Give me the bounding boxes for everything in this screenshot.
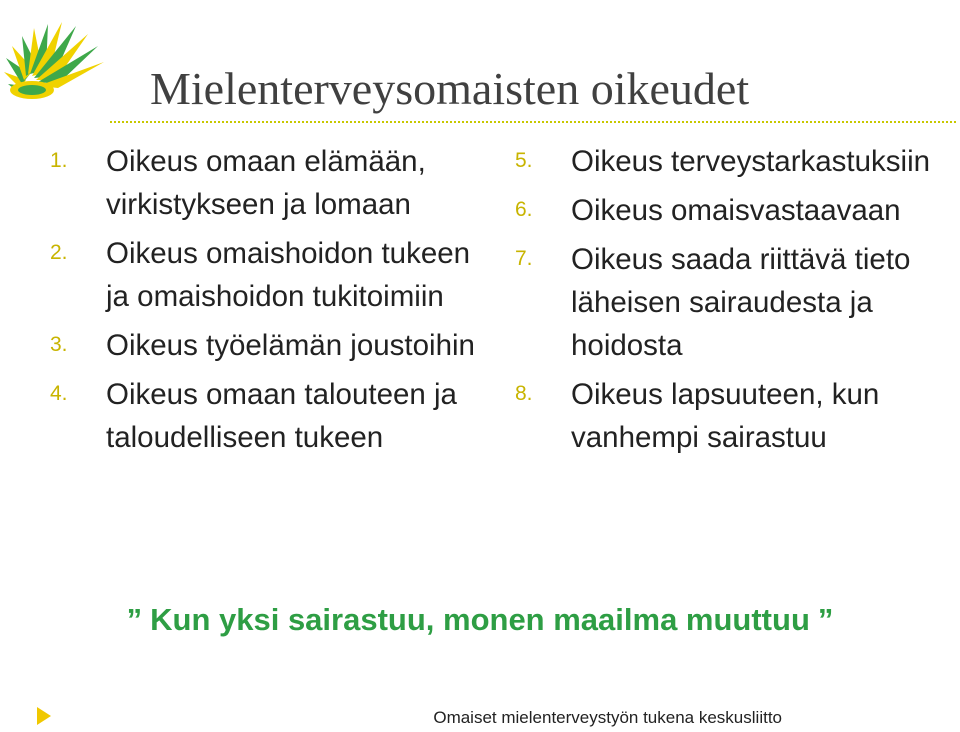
rights-list-left [50,140,480,465]
item-number: 6. [515,198,533,221]
list-item [50,324,480,367]
item-number: 3. [50,333,68,356]
slogan-close-quote: ” [817,602,834,637]
item-number: 4. [50,382,68,405]
item-text: Oikeus omaan elämään, virkistykseen ja lomaan [106,145,426,221]
list-item [50,373,480,459]
list-item [515,140,945,183]
item-number: 1. [50,149,68,172]
item-text: Oikeus lapsuuteen, kun vanhempi sairastuu [571,378,880,454]
rights-list-right [515,140,945,465]
slogan-open-quote: ” [126,602,143,637]
item-number: 7. [515,247,533,270]
item-number: 8. [515,382,533,405]
list-item [50,140,480,226]
item-text: Oikeus työelämän joustoihin [106,329,475,362]
list-item [515,238,945,367]
footer-text: Omaiset mielenterveystyön tukena keskusliitto [433,708,782,727]
title-divider [110,121,956,123]
item-number: 5. [515,149,533,172]
sunflower-logo-icon [0,0,110,120]
list-item [515,373,945,459]
item-text: Oikeus saada riittävä tieto läheisen sairaudesta ja hoidosta [571,243,911,362]
item-text: Oikeus omaishoidon tukeen ja omaishoidon tukitoimiin [106,237,471,313]
item-number: 2. [50,241,68,264]
item-text: Oikeus omaan talouteen ja taloudelliseen tukeen [106,378,457,454]
triangle-bullet-icon [36,706,52,726]
item-text: Oikeus omaisvastaavaan [571,194,901,227]
list-item [50,232,480,318]
page-title: Mielenterveysomaisten oikeudet [150,63,750,114]
list-item [515,189,945,232]
slogan-text: Kun yksi sairastuu, monen maailma muuttuu [150,602,810,637]
slogan [0,602,960,638]
item-text: Oikeus terveystarkastuksiin [571,145,931,178]
